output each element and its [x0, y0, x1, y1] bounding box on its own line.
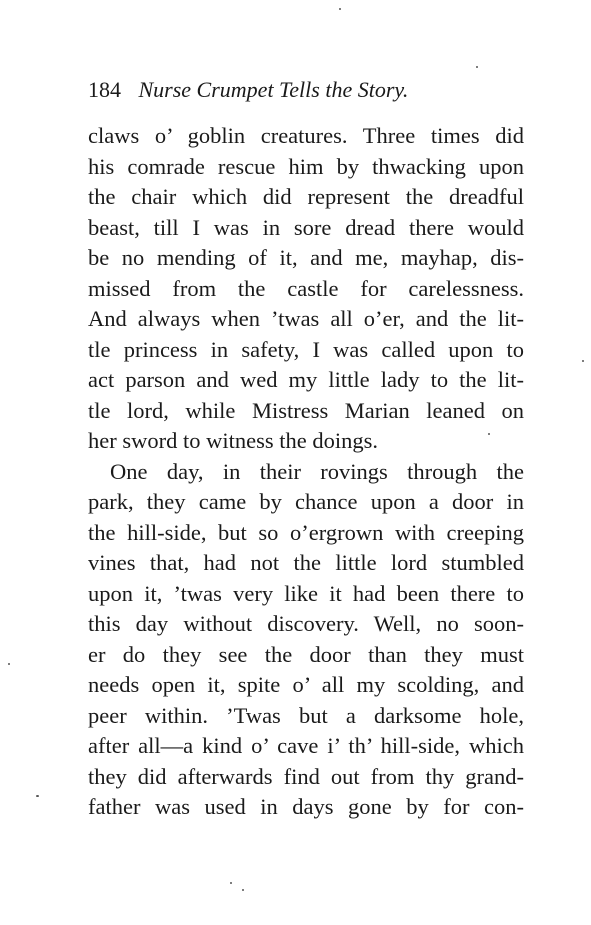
text-line: his comrade rescue him by thwacking upon — [88, 153, 524, 179]
text-line: er do they see the door than they must — [88, 641, 524, 667]
running-title: Nurse Crumpet Tells the Story. — [138, 77, 409, 102]
page-number: 184 — [88, 77, 121, 102]
text-line: vines that, had not the little lord stumbled — [88, 550, 524, 575]
text-line: the hill-side, but so o’ergrown with creeping — [88, 519, 524, 545]
text-line: park, they came by chance upon a door in — [88, 489, 524, 514]
text-line: missed from the castle for carelessness. — [88, 275, 524, 301]
text-line: the chair which did represent the dreadful — [88, 184, 524, 209]
text-line: her sword to witness the doings. — [88, 428, 378, 453]
scan-speck — [36, 795, 39, 797]
text-line: beast, till I was in sore dread there would — [88, 214, 524, 240]
scan-speck — [230, 882, 232, 884]
body-text — [88, 121, 524, 823]
text-line: tle lord, while Mistress Marian leaned on — [88, 397, 524, 423]
text-line: peer within. ’Twas but a darksome hole, — [88, 702, 524, 728]
text-line: claws o’ goblin creatures. Three times did — [88, 123, 524, 148]
text-line: this day without discovery. Well, no soon- — [88, 611, 524, 636]
text-line: father was used in days gone by for con- — [88, 794, 524, 819]
scan-speck — [8, 663, 10, 665]
text-line: needs open it, spite o’ all my scolding, and — [88, 672, 524, 697]
scan-speck — [476, 66, 478, 68]
text-line: they did afterwards find out from thy grand- — [88, 763, 524, 789]
text-line: upon it, ’twas very like it had been there to — [88, 580, 524, 606]
scan-speck — [339, 8, 341, 10]
text-line: One day, in their rovings through the — [110, 458, 524, 484]
scan-speck — [242, 889, 244, 891]
text-line: after all—a kind o’ cave i’ th’ hill-side, which — [88, 733, 524, 758]
scan-speck — [488, 433, 490, 435]
page-header — [88, 76, 528, 104]
scan-speck — [582, 360, 584, 362]
text-line: be no mending of it, and me, mayhap, dis- — [88, 245, 524, 270]
text-line: act parson and wed my little lady to the lit- — [88, 367, 524, 392]
text-line: And always when ’twas all o’er, and the lit- — [88, 306, 524, 331]
text-line: tle princess in safety, I was called upon to — [88, 336, 524, 362]
